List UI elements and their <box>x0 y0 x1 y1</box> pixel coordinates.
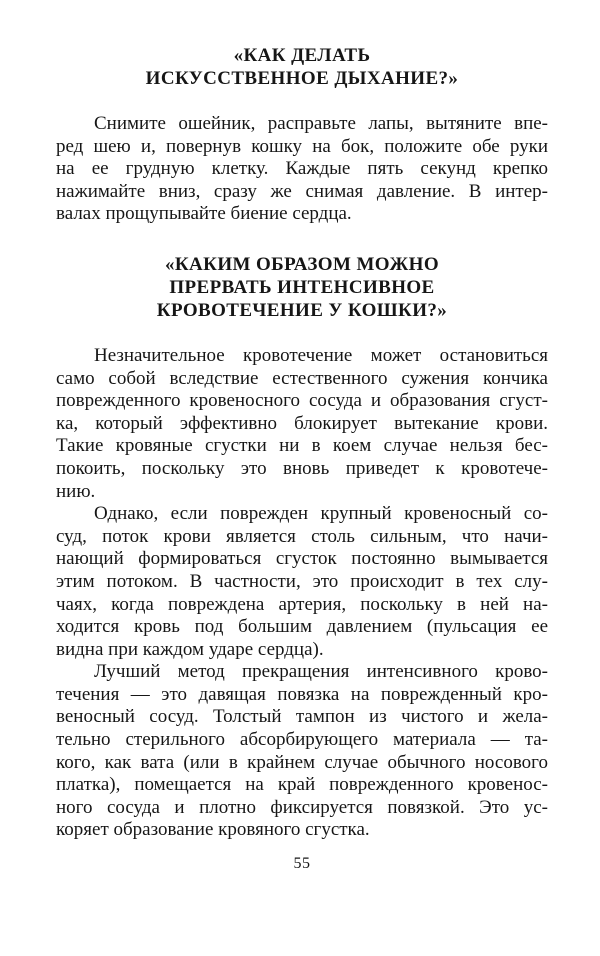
text-line: веносный сосуд. Толстый тампон из чистого и жела- <box>56 706 548 728</box>
text-line: само собой вследствие естественного сужения кончика <box>56 367 548 389</box>
text-line: Однако, если поврежден крупный кровеносный со- <box>94 503 548 525</box>
section-artificial-respiration <box>56 44 548 226</box>
text-line: нажимайте вниз, сразу же снимая давление. В интер- <box>56 180 548 202</box>
text-line: видна при каждом ударе сердца). <box>56 638 324 660</box>
section-heading <box>56 44 548 90</box>
paragraph <box>56 503 548 661</box>
paragraph <box>56 345 548 503</box>
text-line: на ее грудную клетку. Каждые пять секунд крепко <box>56 158 548 180</box>
heading-line: КРОВОТЕЧЕНИЕ У КОШКИ?» <box>156 299 448 321</box>
text-line: нию. <box>56 480 96 502</box>
paragraph <box>56 661 548 842</box>
heading-line: «КАК ДЕЛАТЬ <box>233 45 371 66</box>
text-line: этим потоком. В частности, это происходит в тех слу- <box>56 570 548 592</box>
paragraph <box>56 113 548 226</box>
section-stop-bleeding <box>56 253 548 842</box>
text-line: валах прощупывайте биение сердца. <box>56 203 352 225</box>
text-line: Лучший метод прекращения интенсивного крово- <box>94 661 548 683</box>
text-line: платка), помещается на край поврежденного кровенос- <box>56 774 548 796</box>
section-body <box>56 345 548 842</box>
text-line: тельно стерильного абсорбирующего материала — та- <box>56 729 548 751</box>
text-line: ка, который эффективно блокирует вытекание крови. <box>56 412 548 434</box>
text-line: течения — это давящая повязка на поврежденный кро- <box>56 683 548 705</box>
section-heading <box>56 253 548 322</box>
text-line: Снимите ошейник, расправьте лапы, вытяните впе- <box>94 113 548 134</box>
text-line: нающий формироваться сгусток постоянно вымывается <box>56 548 548 570</box>
section-body <box>56 113 548 226</box>
heading-line: «КАКИМ ОБРАЗОМ МОЖНО <box>164 253 440 275</box>
text-line: Такие кровяные сгустки ни в коем случае нельзя бес- <box>56 435 548 457</box>
text-line: поврежденного кровеносного сосуда и образования сгуст- <box>56 390 548 412</box>
text-line: покоить, поскольку это вновь приведет к кровотече- <box>56 457 548 479</box>
text-line: суд, поток крови является столь сильным, что начи- <box>56 525 548 547</box>
heading-line: ИСКУССТВЕННОЕ ДЫХАНИЕ?» <box>145 68 459 89</box>
text-line: ходится кровь под большим давлением (пульсация ее <box>56 616 548 638</box>
text-line: ного сосуда и плотно фиксируется повязкой. Это ус- <box>56 796 548 818</box>
text-line: кого, как вата (или в крайнем случае обычного носового <box>56 751 548 773</box>
text-line: ред шею и, повернув кошку на бок, положите обе руки <box>56 135 548 157</box>
text-line: чаях, когда повреждена артерия, поскольку в ней на- <box>56 593 548 615</box>
text-line: Незначительное кровотечение может остановиться <box>94 344 548 366</box>
page-number: 55 <box>293 855 311 873</box>
text-line: коряет образование кровяного сгустка. <box>56 819 370 841</box>
heading-line: ПРЕРВАТЬ ИНТЕНСИВНОЕ <box>169 276 435 298</box>
